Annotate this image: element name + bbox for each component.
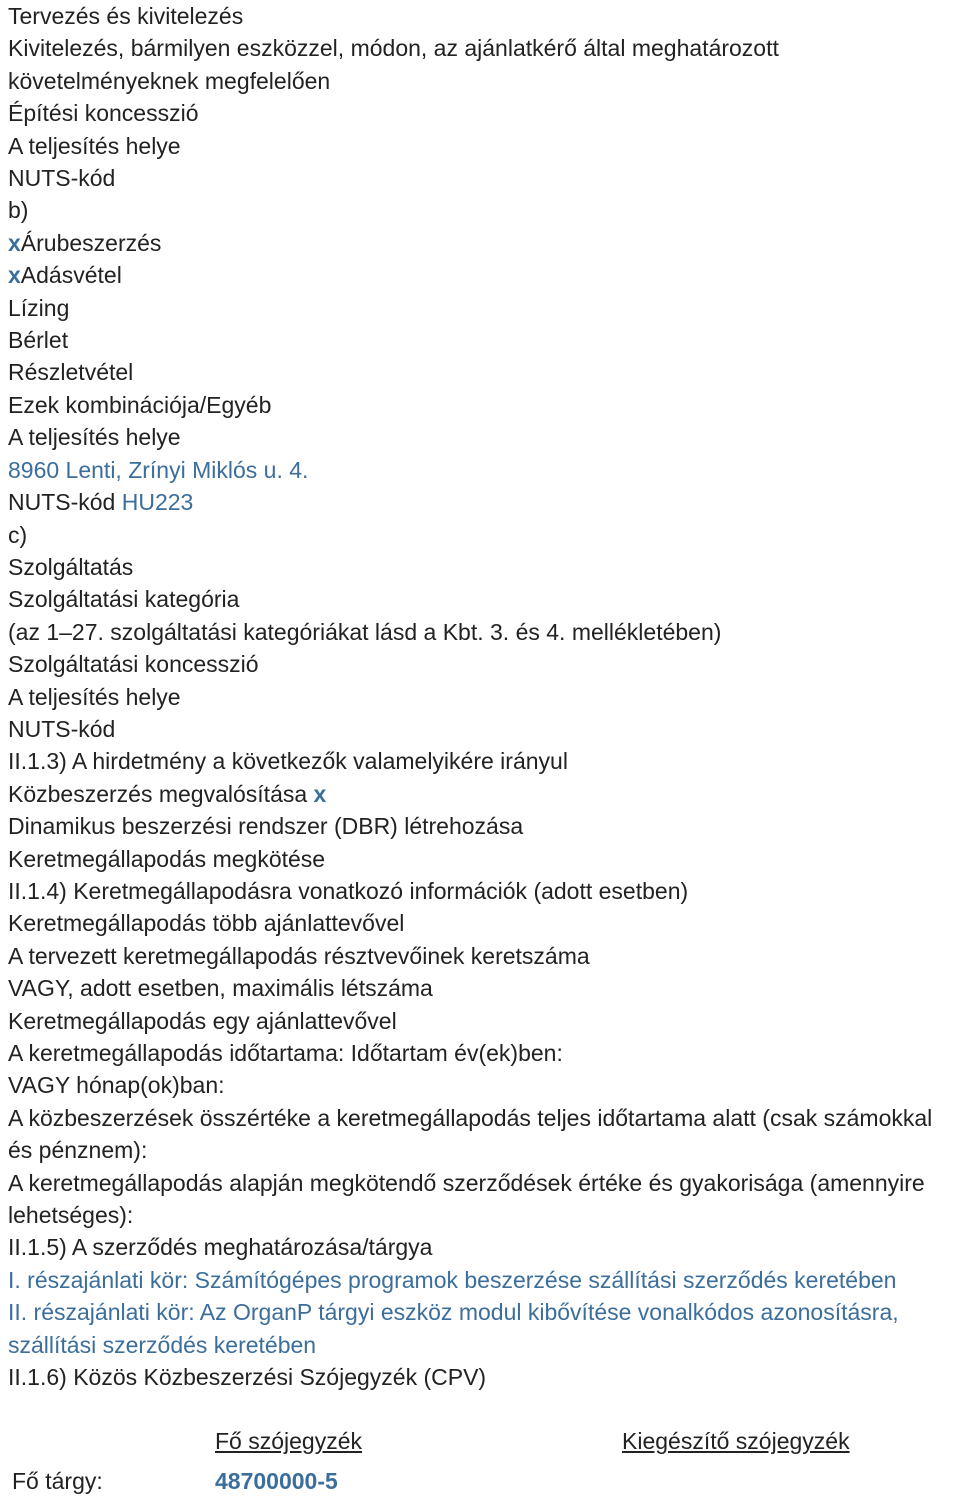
- checked-item-arubeszerzes: [8, 227, 958, 259]
- checked-item-label: Adásvétel: [20, 262, 122, 289]
- text-line: Szolgáltatás: [8, 553, 134, 580]
- cpv-table-header: [8, 1428, 958, 1460]
- text-line: Lízing: [8, 294, 70, 321]
- section-heading: II.1.5) A szerződés meghatározása/tárgya: [8, 1234, 433, 1261]
- text-line: Keretmegállapodás egy ajánlattevővel: [8, 1007, 397, 1034]
- checked-item-label: Árubeszerzés: [20, 229, 162, 256]
- checkmark-x: x: [8, 229, 21, 256]
- text-line: Keretmegállapodás több ajánlattevővel: [8, 910, 405, 937]
- procurement-line: [8, 778, 958, 810]
- text-line: Szolgáltatási koncesszió: [8, 651, 259, 678]
- text-line: A keretmegállapodás időtartama: Időtartam év(ek)ben:: [8, 1040, 563, 1066]
- cpv-row-label: Fő tárgy:: [12, 1468, 103, 1494]
- text-line: A teljesítés helye: [8, 424, 181, 451]
- cpv-main-code: 48700000-5: [215, 1468, 338, 1494]
- text-line: VAGY hónap(ok)ban:: [8, 1072, 225, 1099]
- cpv-col-main: Fő szójegyzék: [215, 1428, 363, 1454]
- text-line: A tervezett keretmegállapodás résztvevőinek keretszáma: [8, 942, 590, 969]
- text-line: NUTS-kód: [8, 165, 116, 192]
- location-value: 8960 Lenti, Zrínyi Miklós u. 4.: [8, 456, 309, 483]
- text-line: (az 1–27. szolgáltatási kategóriákat lásd a Kbt. 3. és 4. mellékletében): [8, 618, 722, 645]
- lot-2: II. részajánlati kör: Az OrganP tárgyi eszköz modul kibővítése vonalkódos azonosításra, szállítási szerződés keretében: [8, 1299, 899, 1358]
- checkmark-x: x: [8, 262, 21, 289]
- value-contracts-paragraph: A keretmegállapodás alapján megkötendő szerződések értéke és gyakorisága (amennyire lehetséges):: [8, 1169, 925, 1229]
- checkmark-x: x: [313, 780, 327, 807]
- checked-item-adasvetel: [8, 259, 958, 291]
- value-total-paragraph: A közbeszerzések összértéke a keretmegállapodás teljes időtartama alatt (csak számokkal és pénznem):: [8, 1104, 933, 1164]
- nuts-label: NUTS-kód: [8, 489, 116, 516]
- section-heading: II.1.4) Keretmegállapodásra vonatkozó információk (adott esetben): [8, 877, 689, 904]
- text-line: követelményeknek megfelelően: [8, 67, 331, 94]
- section-heading: II.1.6) Közös Közbeszerzési Szójegyzék (CPV): [8, 1364, 487, 1391]
- text-line: b): [8, 197, 29, 224]
- text-line: VAGY, adott esetben, maximális létszáma: [8, 975, 433, 1002]
- lot-1: I. részajánlati kör: Számítógépes programok beszerzése szállítási szerződés keretében: [8, 1266, 897, 1293]
- nuts-code-line: [8, 486, 958, 518]
- text-line: Tervezés és kivitelezés: [8, 3, 244, 29]
- text-line: A teljesítés helye: [8, 132, 181, 159]
- text-line: Ezek kombinációja/Egyéb: [8, 391, 272, 418]
- text-line: Dinamikus beszerzési rendszer (DBR) létrehozása: [8, 813, 524, 840]
- cpv-col-supp: Kiegészítő szójegyzék: [622, 1428, 850, 1454]
- section-heading: II.1.3) A hirdetmény a következők valamelyikére irányul: [8, 748, 568, 775]
- text-line: c): [8, 521, 28, 548]
- text-line: A teljesítés helye: [8, 683, 181, 710]
- document-body: [8, 0, 958, 1393]
- text-line: Kivitelezés, bármilyen eszközzel, módon, az ajánlatkérő által meghatározott: [8, 35, 779, 62]
- text-line: Keretmegállapodás megkötése: [8, 845, 326, 872]
- procurement-label: Közbeszerzés megvalósítása: [8, 780, 308, 807]
- text-line: Szolgáltatási kategória: [8, 586, 240, 613]
- nuts-value: HU223: [121, 489, 194, 516]
- cpv-table-row: [8, 1468, 958, 1500]
- text-line: Bérlet: [8, 327, 69, 354]
- text-line: NUTS-kód: [8, 715, 116, 742]
- text-line: Építési koncesszió: [8, 100, 199, 127]
- text-line: Részletvétel: [8, 359, 134, 386]
